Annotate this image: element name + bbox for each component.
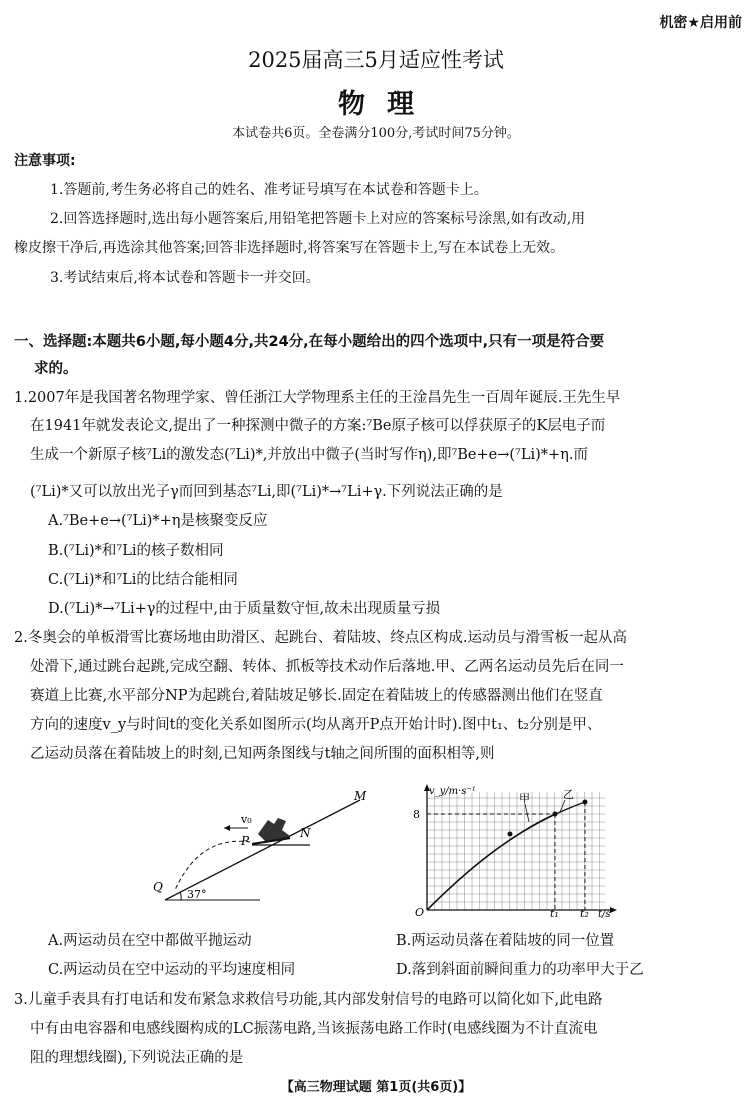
label-jia-pointer [525, 804, 529, 822]
velocity-arrowhead [224, 825, 230, 831]
label-angle: 37° [187, 888, 207, 901]
q1-option-c: C.(⁷Li)*和⁷Li的比结合能相同 [48, 572, 238, 588]
confidential-mark: 机密★启用前 [659, 15, 742, 31]
note-item-1: 1.答题前,考生务必将自己的姓名、准考证号填写在本试卷和答题卡上。 [50, 182, 488, 198]
angle-arc [180, 892, 181, 900]
q1-line-2: 在1941年就发表论文,提出了一种探测中微子的方案:⁷Be原子核可以俘获原子的K层电子而 [30, 418, 606, 434]
point-intersect [508, 832, 513, 837]
q2-option-a: A.两运动员在空中都做平抛运动 [48, 933, 252, 949]
q1-line-4: (⁷Li)*又可以放出光子γ而回到基态⁷Li,即(⁷Li)*→⁷Li+γ.下列说法正确的是 [30, 484, 503, 500]
q2-option-c: C.两运动员在空中运动的平均速度相同 [48, 962, 296, 978]
note-item-2-line-1: 2.回答选择题时,选出每小题答案后,用铅笔把答题卡上对应的答案标号涂黑,如有改动,用 [50, 211, 586, 227]
t-axis-unit: t/s [598, 909, 611, 920]
t2-label: t₂ [580, 907, 589, 920]
q1-line-1: 1.2007年是我国著名物理学家、曾任浙江大学物理系主任的王淦昌先生一百周年诞辰.王先生早 [14, 390, 621, 406]
q1-line-3: 生成一个新原子核⁷Li的激发态(⁷Li)*,并放出中微子(当时写作η),即⁷Be+e→(⁷Li)*+η.而 [30, 447, 588, 463]
label-v0: v₀ [241, 813, 252, 826]
q1-option-a: A.⁷Be+e→(⁷Li)*+η是核聚变反应 [48, 513, 268, 529]
q3-line-2: 中有由电容器和电感线圈构成的LC振荡电路,当该振荡电路工作时(电感线圈为不计直流电 [30, 1021, 598, 1037]
slope-diagram [140, 790, 380, 915]
section-heading-line-2: 求的。 [34, 361, 78, 377]
notes-title: 注意事项: [14, 153, 76, 169]
q1-option-d: D.(⁷Li)*→⁷Li+γ的过程中,由于质量数守恒,故未出现质量亏损 [48, 601, 441, 617]
q2-line-2: 处滑下,通过跳台起跳,完成空翻、转体、抓板等技术动作后落地.甲、乙两名运动员先后在同一 [30, 659, 624, 675]
t-axis-arrowhead [610, 907, 617, 913]
label-p: P [241, 834, 250, 848]
q2-line-5: 乙运动员落在着陆坡上的时刻,已知两条图线与t轴之间所围的面积相等,则 [30, 746, 495, 762]
label-n: N [300, 826, 311, 840]
q2-option-b: B.两运动员落在着陆坡的同一位置 [396, 933, 615, 949]
q2-line-1: 2.冬奥会的单板滑雪比赛场地由助滑区、起跳台、着陆坡、终点区构成.运动员与滑雪板一起从高 [14, 630, 627, 646]
velocity-time-graph [405, 782, 625, 922]
tick-8: 8 [413, 808, 420, 821]
point-jia-landing [553, 812, 558, 817]
subject-title: 物理 [338, 89, 436, 120]
origin-label: O [415, 906, 425, 919]
vy-axis-label: v_y/m·s⁻¹ [429, 786, 476, 797]
label-m: M [354, 790, 367, 803]
trajectory-path [175, 841, 250, 890]
label-q: Q [153, 880, 163, 894]
q2-option-d: D.落到斜面前瞬间重力的功率甲大于乙 [396, 962, 644, 978]
section-heading-line-1: 一、选择题:本题共6小题,每小题4分,共24分,在每小题给出的四个选项中,只有一项是符合要 [14, 334, 605, 350]
page-footer: 【高三物理试题 第1页(共6页)】 [280, 1080, 472, 1095]
landing-slope [165, 800, 360, 900]
graph-grid [427, 792, 605, 910]
exam-info: 本试卷共6页。全卷满分100分,考试时间75分钟。 [232, 126, 520, 141]
exam-title: 2025届高三5月适应性考试 [248, 48, 504, 72]
point-yi-landing [583, 800, 588, 805]
curve-jia-label: 甲 [519, 792, 530, 805]
q3-line-1: 3.儿童手表具有打电话和发布紧急求救信号功能,其内部发射信号的电路可以简化如下,此电路 [14, 992, 603, 1008]
curve-yi-label: 乙 [563, 788, 574, 801]
q2-line-3: 赛道上比赛,水平部分NP为起跳台,着陆坡足够长.固定在着陆坡上的传感器测出他们在竖直 [30, 688, 603, 704]
q3-line-3: 阻的理想线圈),下列说法正确的是 [30, 1050, 244, 1066]
note-item-2-line-2: 橡皮擦干净后,再选涂其他答案;回答非选择题时,将答案写在答题卡上,写在本试卷上无效。 [14, 240, 565, 256]
note-item-3: 3.考试结束后,将本试卷和答题卡一并交回。 [50, 270, 320, 286]
q1-option-b: B.(⁷Li)*和⁷Li的核子数相同 [48, 543, 224, 559]
t1-label: t₁ [550, 907, 559, 920]
q2-line-4: 方向的速度v_y与时间t的变化关系如图所示(均从离开P点开始计时).图中t₁、t₂分别是甲、 [30, 717, 602, 733]
